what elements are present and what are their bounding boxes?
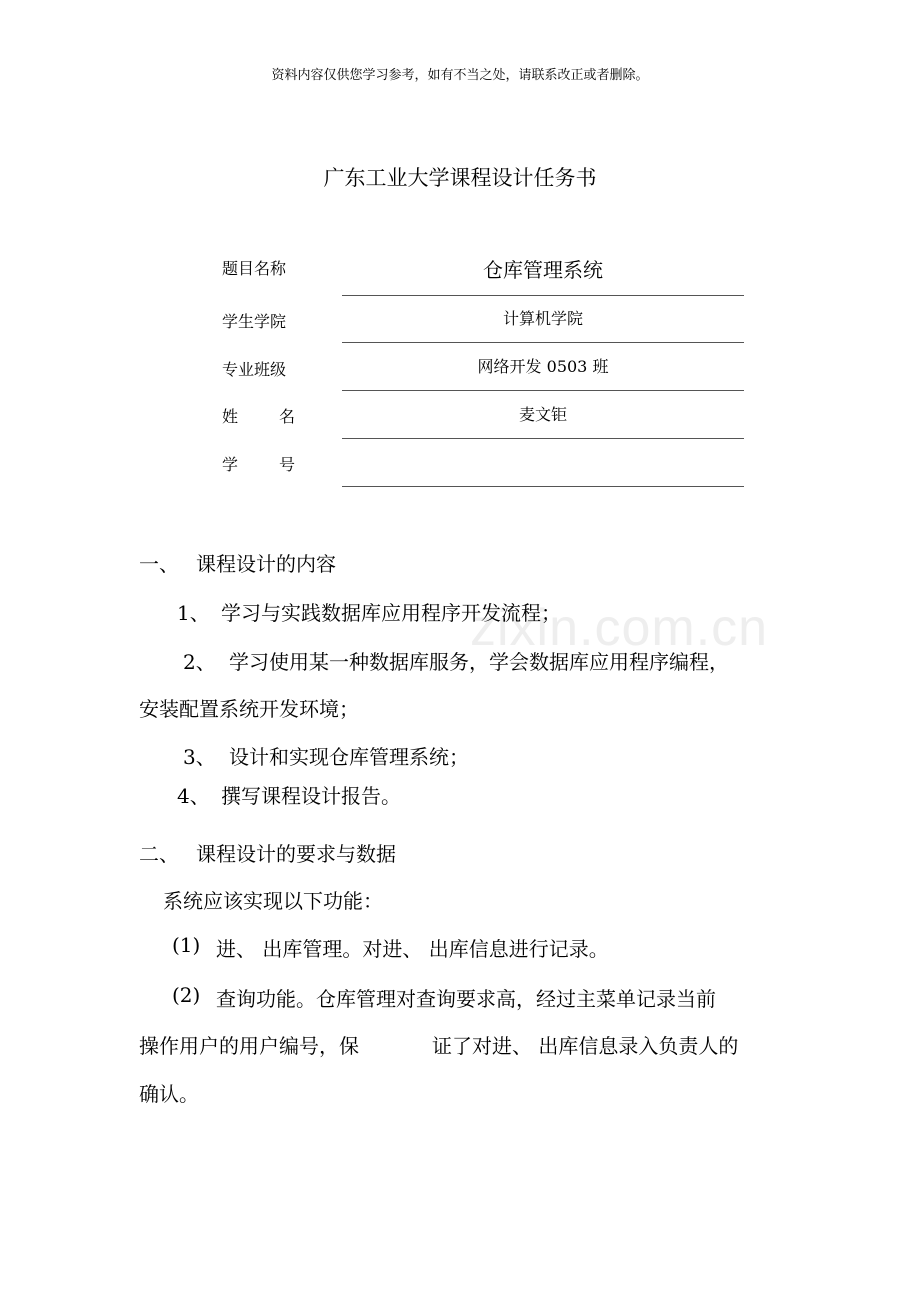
section2-heading: 课程设计的要求与数据 [196, 842, 396, 866]
document-title: 广东工业大学课程设计任务书 [323, 166, 597, 190]
item2-text: 学习使用某一种数据库服务，学会数据库应用程序编程， [229, 650, 729, 674]
func2-line1: 查询功能。仓库管理对查询要求高，经过主菜单记录当前 [216, 987, 716, 1011]
class-label: 专业班级 [222, 360, 287, 379]
section1-heading: 课程设计的内容 [196, 552, 336, 576]
item3-number: 3、 [183, 745, 216, 769]
topic-value: 仓库管理系统 [483, 258, 603, 282]
topic-label: 题目名称 [222, 259, 287, 278]
watermark: zixin.com.cn [470, 599, 769, 657]
item3-text: 设计和实现仓库管理系统； [229, 745, 469, 769]
section2-intro: 系统应该实现以下功能： [163, 889, 383, 913]
id-underline [342, 486, 744, 487]
college-value: 计算机学院 [502, 309, 583, 328]
item1-number: 1、 [177, 601, 210, 625]
section2-number: 二、 [139, 842, 179, 866]
item2-continuation: 安装配置系统开发环境； [139, 697, 359, 721]
item2-number: 2、 [183, 650, 216, 674]
id-label-first: 学 [222, 455, 239, 474]
name-label-first: 姓 [222, 407, 239, 426]
college-underline [342, 342, 744, 343]
name-value: 麦文钜 [518, 405, 567, 424]
func1-number: (1) [172, 933, 201, 957]
item4-text: 撰写课程设计报告。 [221, 784, 401, 808]
func2-number: (2) [172, 983, 201, 1007]
func2-line3: 确认。 [139, 1082, 199, 1106]
class-value: 网络开发 0503 班 [477, 357, 609, 376]
func2-line2-start: 操作用户的用户编号，保 [139, 1034, 359, 1058]
section1-number: 一、 [139, 552, 179, 576]
item4-number: 4、 [177, 784, 210, 808]
topic-underline [342, 295, 744, 296]
name-underline [342, 438, 744, 439]
item1-text: 学习与实践数据库应用程序开发流程； [221, 601, 561, 625]
func1-text: 进、 出库管理。对进、 出库信息进行记录。 [216, 937, 609, 961]
college-label: 学生学院 [222, 312, 287, 331]
header-note: 资料内容仅供您学习参考，如有不当之处，请联系改正或者删除。 [271, 68, 649, 83]
id-label-second: 号 [279, 455, 296, 474]
func2-line2-end: 证了对进、 出库信息录入负责人的 [432, 1034, 739, 1058]
class-underline [342, 390, 744, 391]
name-label-second: 名 [279, 407, 296, 426]
